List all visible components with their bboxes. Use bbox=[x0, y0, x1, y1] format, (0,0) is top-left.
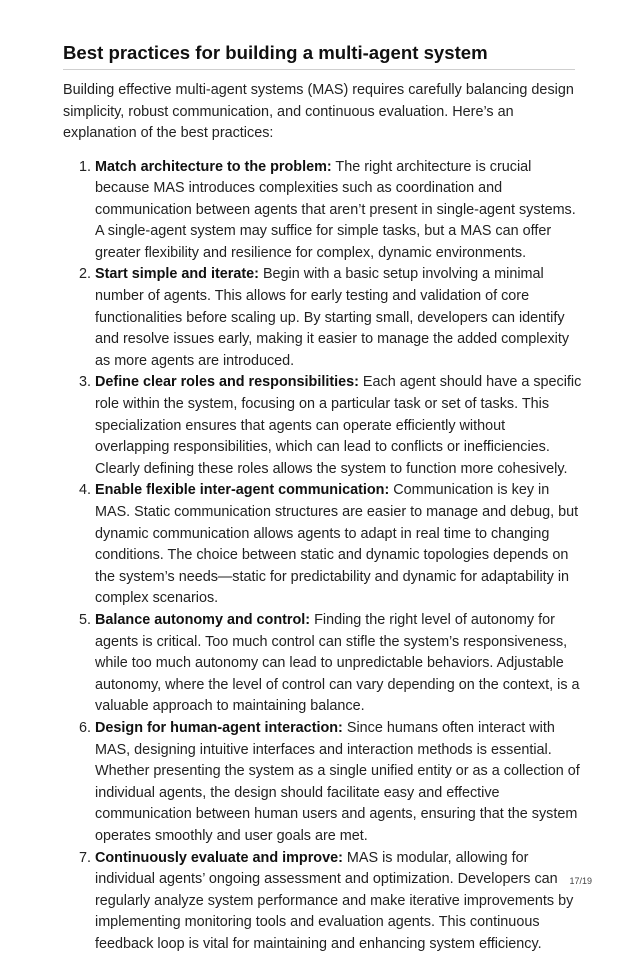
page-number: 17/19 bbox=[569, 876, 592, 886]
practice-text: Communication is key in MAS. Static communication structures are easier to manage and debug, but dynamic communication allows agents to adapt in real time to changing conditions. The choice between static and dynamic topologies depends on the system’s needs—static for predictability and dynamic for adaptability in complex scenarios. bbox=[95, 482, 578, 606]
list-item bbox=[95, 480, 583, 610]
practice-title: Match architecture to the problem: bbox=[95, 159, 332, 175]
practice-text: Each agent should have a specific role within the system, focusing on a particular task or set of tasks. This specialization ensures that agents can operate efficiently without overlapping responsibilities, which can lead to conflicts or inefficiencies. Clearly defining these roles allows the system to function more cohesively. bbox=[95, 374, 581, 476]
practice-title: Continuously evaluate and improve: bbox=[95, 850, 343, 866]
document-page bbox=[63, 40, 575, 955]
list-item bbox=[95, 848, 583, 955]
practice-title: Design for human-agent interaction: bbox=[95, 720, 343, 736]
practice-text: Since humans often interact with MAS, designing intuitive interfaces and interaction methods is essential. Whether presenting the system as a single unified entity or as a collection of individual agents, the design should facilitate easy and effective communication between human users and agents, ensuring that the system operates smoothly and user goals are met. bbox=[95, 720, 580, 844]
intro-paragraph: Building effective multi-agent systems (MAS) requires carefully balancing design simplicity, robust communication, and continuous evaluation. Here’s an explanation of the best practices: bbox=[63, 80, 575, 145]
list-item bbox=[95, 264, 583, 372]
practice-title: Start simple and iterate: bbox=[95, 266, 259, 282]
practice-title: Balance autonomy and control: bbox=[95, 612, 310, 628]
practice-text: Finding the right level of autonomy for agents is critical. Too much control can stifle the system’s responsiveness, while too much autonomy can lead to unpredictable behaviors. Adjustable autonomy, where the level of control can vary depending on the context, is a valuable approach to maintaining balance. bbox=[95, 612, 580, 714]
list-item bbox=[95, 372, 583, 480]
practice-text: Begin with a basic setup involving a minimal number of agents. This allows for early testing and validation of core functionalities before scaling up. By starting small, developers can identify and resolve issues early, making it easier to manage the added complexity as more agents are introduced. bbox=[95, 266, 569, 368]
practice-text: MAS is modular, allowing for individual agents’ ongoing assessment and optimization. Developers can regularly analyze system performance and make iterative improvements by implementing monitoring tools and evaluation agents. This continuous feedback loop is vital for maintaining and enhancing system efficiency. bbox=[95, 850, 573, 952]
section-heading: Best practices for building a multi-agent system bbox=[63, 40, 575, 70]
list-item bbox=[95, 718, 583, 848]
list-item bbox=[95, 610, 583, 718]
best-practices-list bbox=[63, 157, 583, 955]
practice-title: Define clear roles and responsibilities: bbox=[95, 374, 359, 390]
list-item bbox=[95, 157, 583, 265]
practice-text: The right architecture is crucial because MAS introduces complexities such as coordination and communication between agents that aren’t present in single-agent systems. A single-agent system may suffice for simple tasks, but a MAS can offer greater flexibility and resilience for complex, dynamic environments. bbox=[95, 159, 576, 261]
practice-title: Enable flexible inter-agent communication: bbox=[95, 482, 389, 498]
